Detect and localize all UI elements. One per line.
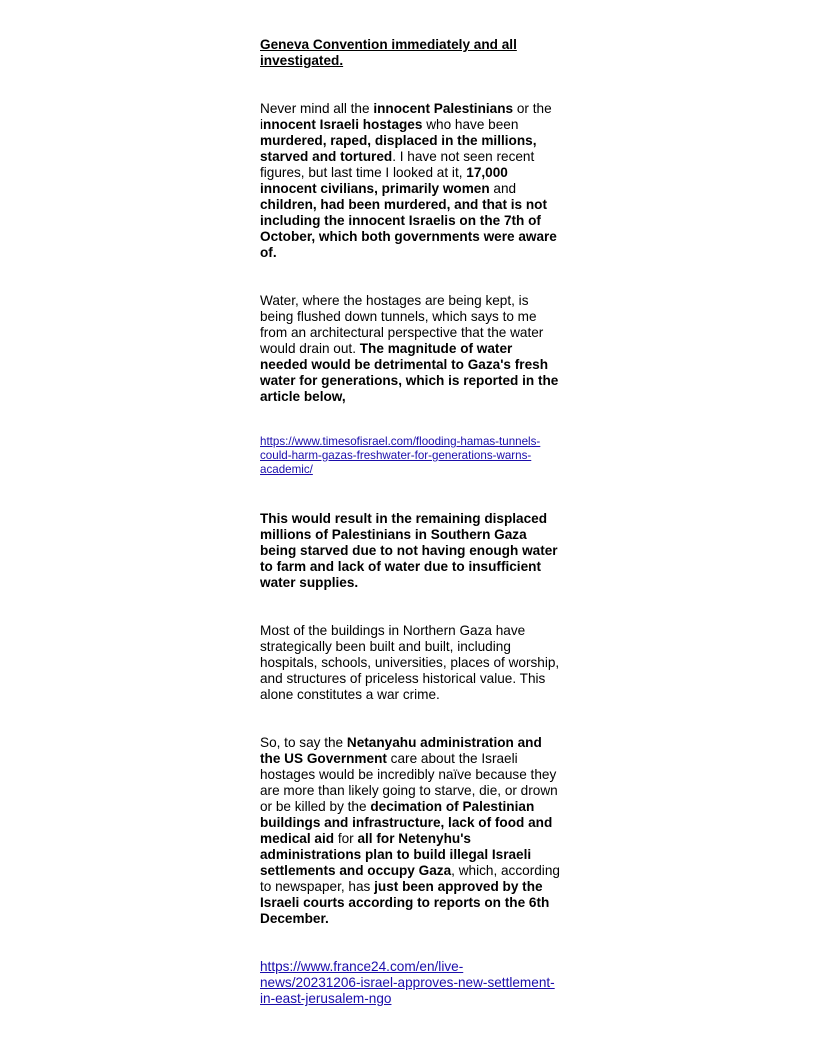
p5-bold-4: just been approved by the Israeli courts according to reports on the 6th December.	[260, 879, 550, 926]
paragraph-4	[260, 623, 560, 703]
p1-text-2: or the i	[260, 101, 552, 132]
france24-link[interactable]: https://www.france24.com/en/live-news/20231206-israel-approves-new-settlement-in-east-jerusalem-ngo	[260, 959, 555, 1006]
p1-bold-2: nnocent Israeli hostages	[263, 117, 423, 132]
link-paragraph-1	[260, 435, 560, 477]
p3-bold-1: This would result in the remaining displaced millions of Palestinians in Southern Gaza being starved due to not having enough water to farm and lack of water due to insufficient water supplies.	[260, 511, 558, 590]
p4-text-1: Most of the buildings in Northern Gaza have strategically been built and built, including hospitals, schools, universities, places of worship, and structures of priceless historical value. This alone constitutes a war crime.	[260, 623, 560, 702]
p5-text-4: , which, according to newspaper, has	[260, 863, 560, 894]
paragraph-2	[260, 293, 560, 405]
heading-text: Geneva Convention immediately and all investigated.	[260, 37, 517, 68]
p5-text-3: for	[334, 831, 358, 846]
link-paragraph-2	[260, 959, 560, 1007]
p1-bold-3: murdered, raped, displaced in the millions, starved and tortured	[260, 133, 537, 164]
p1-bold-4: 17,000 innocent civilians, primarily women	[260, 165, 508, 196]
p5-bold-3: all for Netenyhu's administrations plan to build illegal Israeli settlements and occupy Gaza	[260, 831, 532, 878]
p2-bold-1: The magnitude of water needed would be detrimental to Gaza's fresh water for generations, which is reported in the article below,	[260, 341, 559, 404]
p1-text-5: and	[489, 181, 517, 196]
p1-text-4: . I have not seen recent figures, but last time I looked at it,	[260, 149, 535, 180]
heading-fragment	[260, 37, 560, 69]
p1-text-3: who have been	[422, 117, 519, 132]
paragraph-3	[260, 511, 560, 591]
p2-text-1: Water, where the hostages are being kept, is being flushed down tunnels, which says to me from an architectural perspective that the water would drain out.	[260, 293, 544, 356]
p1-text-1: Never mind all the	[260, 101, 374, 116]
p1-bold-1: innocent Palestinians	[373, 101, 514, 116]
p5-bold-1: Netanyahu administration and the US Government	[260, 735, 542, 766]
p5-text-1: So, to say the	[260, 735, 347, 750]
document-column	[260, 37, 560, 1007]
p1-bold-5: children, had been murdered, and that is not including the innocent Israelis on the 7th of October, which both governments were aware of.	[260, 197, 557, 260]
paragraph-5	[260, 735, 560, 927]
p5-text-2: care about the Israeli hostages would be incredibly naïve because they are more than likely going to starve, die, or drown or be killed by the	[260, 751, 558, 814]
p5-bold-2: decimation of Palestinian buildings and infrastructure, lack of food and medical aid	[260, 799, 553, 846]
times-of-israel-link[interactable]: https://www.timesofisrael.com/flooding-hamas-tunnels-could-harm-gazas-freshwater-for-generations-warns-academic/	[260, 435, 541, 476]
paragraph-1	[260, 101, 560, 261]
